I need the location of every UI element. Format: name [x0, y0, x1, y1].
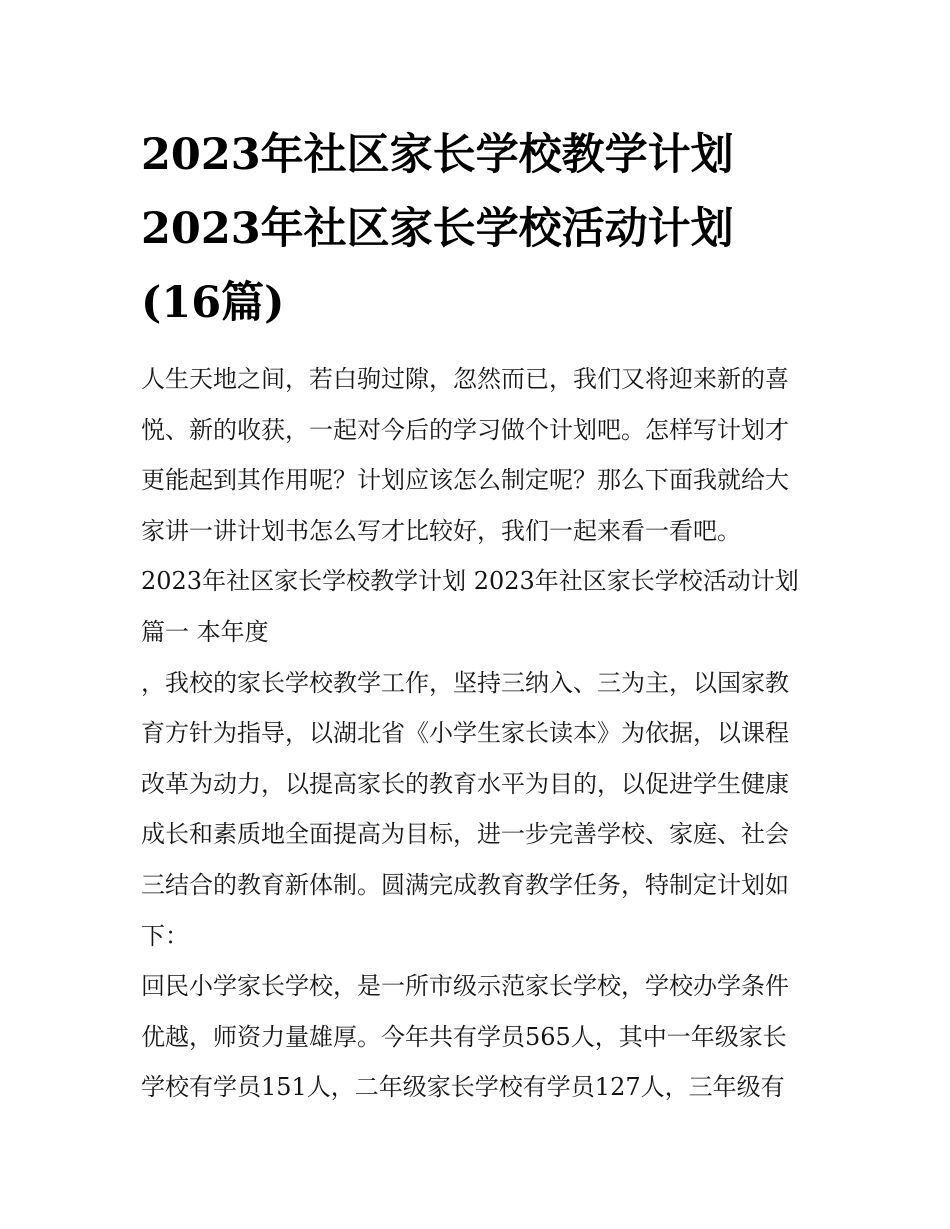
- text-line: 下：: [141, 921, 189, 950]
- text-line: 悦、新的收获，一起对今后的学习做个计划吧。怎样写计划才: [141, 415, 789, 444]
- text-line: 2023年社区家长学校教学计划 2023年社区家长学校活动计划: [141, 567, 799, 596]
- document-title: [141, 118, 813, 340]
- title-line-2: 2023年社区家长学校活动计划: [141, 204, 734, 254]
- intro-paragraph: [141, 354, 813, 556]
- text-line: 家讲一讲计划书怎么写才比较好，我们一起来看一看吧。: [141, 516, 741, 545]
- document-body: [141, 354, 813, 1113]
- text-line: 回民小学家长学校，是一所市级示范家长学校，学校办学条件: [141, 972, 789, 1001]
- text-line: 篇一 本年度: [141, 617, 269, 646]
- title-line-3: (16篇): [141, 278, 285, 328]
- body-paragraph: [141, 961, 813, 1113]
- text-line: 成长和素质地全面提高为目标，进一步完善学校、家庭、社会: [141, 820, 789, 849]
- text-line: ，我校的家长学校教学工作，坚持三纳入、三为主，以国家教: [141, 668, 789, 697]
- text-line: 更能起到其作用呢？计划应该怎么制定呢？那么下面我就给大: [141, 466, 789, 495]
- text-line: 优越，师资力量雄厚。今年共有学员565人，其中一年级家长: [141, 1022, 787, 1051]
- text-line: 学校有学员151人，二年级家长学校有学员127人，三年级有: [141, 1073, 785, 1102]
- body-paragraph: [141, 658, 813, 962]
- section-heading: [141, 556, 813, 657]
- text-line: 三结合的教育新体制。圆满完成教育教学任务，特制定计划如: [141, 870, 789, 899]
- title-line-1: 2023年社区家长学校教学计划: [141, 130, 734, 180]
- document-page: [141, 118, 813, 1113]
- text-line: 人生天地之间，若白驹过隙，忽然而已，我们又将迎来新的喜: [141, 365, 789, 393]
- text-line: 改革为动力，以提高家长的教育水平为目的，以促进学生健康: [141, 769, 789, 798]
- text-line: 育方针为指导，以湖北省《小学生家长读本》为依据，以课程: [141, 719, 789, 748]
